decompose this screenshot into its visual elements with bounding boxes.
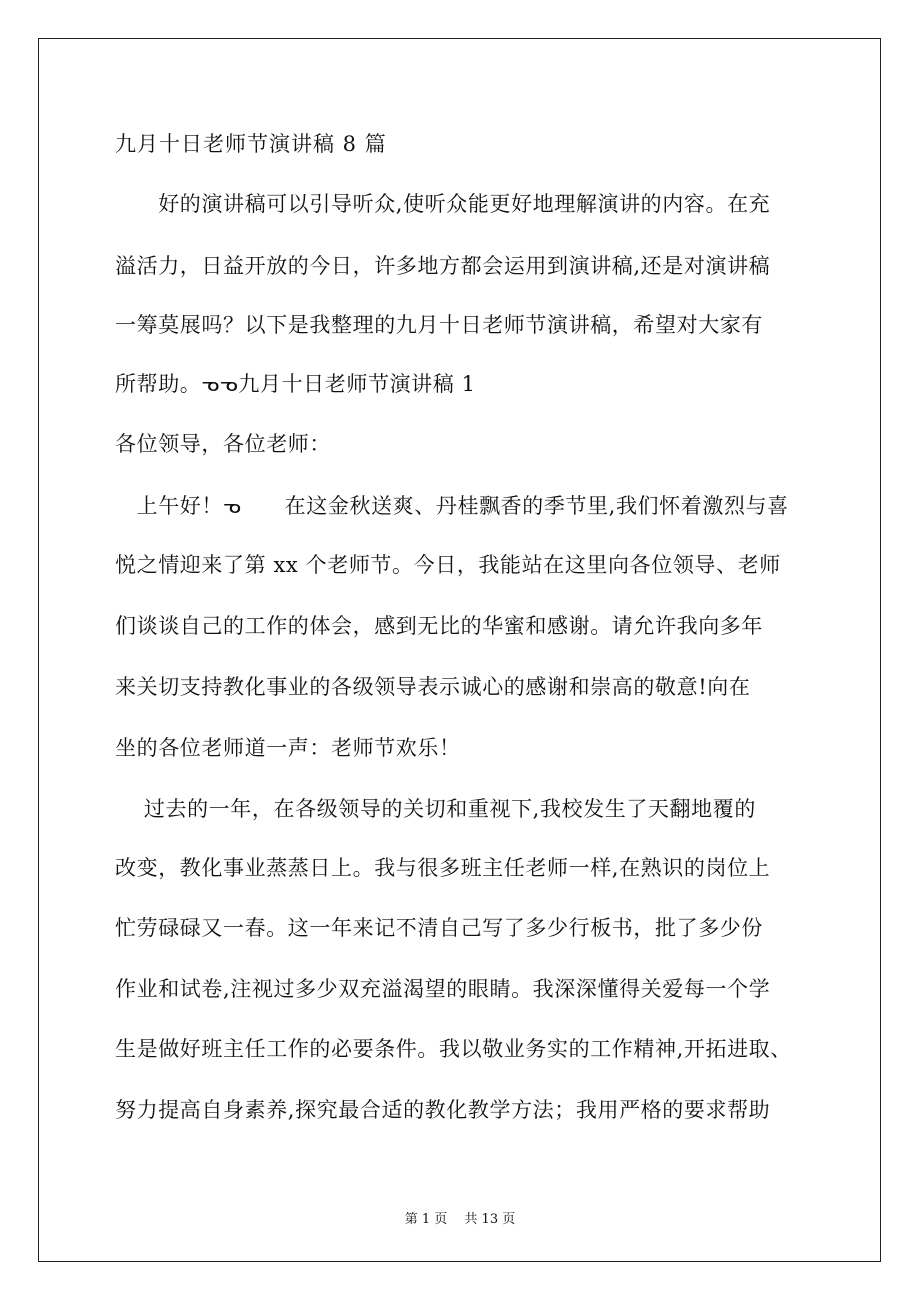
salutation-line: 各位领导，各位老师： bbox=[115, 432, 331, 456]
paragraph-line: 溢活力，日益开放的今日，许多地方都会运用到演讲稿,还是对演讲稿 bbox=[115, 254, 771, 278]
paragraph-line: 改变，教化事业蒸蒸日上。我与很多班主任老师一样,在熟识的岗位上 bbox=[115, 856, 771, 880]
paragraph-line: 上午好！ᓀ 在这金秋送爽、丹桂飘香的季节里,我们怀着激烈与喜 bbox=[115, 494, 789, 518]
paragraph-line: 忙劳碌碌又一春。这一年来记不清自己写了多少行板书，批了多少份 bbox=[115, 916, 763, 940]
page-frame bbox=[38, 38, 881, 1262]
paragraph-line: 过去的一年，在各级领导的关切和重视下,我校发生了天翻地覆的 bbox=[115, 797, 756, 821]
paragraph-line: 坐的各位老师道一声：老师节欢乐！ bbox=[115, 736, 461, 760]
paragraph-line: 们谈谈自己的工作的体会，感到无比的华蜜和感谢。请允许我向多年 bbox=[115, 614, 763, 638]
document-title: 九月十日老师节演讲稿 8 篇 bbox=[115, 132, 387, 156]
paragraph-line: 好的演讲稿可以引导听众,使听众能更好地理解演讲的内容。在充 bbox=[115, 192, 771, 216]
paragraph-line: 努力提高自身素养,探究最合适的教化教学方法；我用严格的要求帮助 bbox=[115, 1098, 771, 1122]
paragraph-line: 悦之情迎来了第 xx 个老师节。今日，我能站在这里向各位领导、老师 bbox=[115, 553, 781, 577]
page-footer: 第 1 页 共 13 页 bbox=[404, 1212, 516, 1227]
paragraph-line: 生是做好班主任工作的必要条件。我以敬业务实的工作精神,开拓进取、 bbox=[115, 1037, 792, 1061]
paragraph-line: 作业和试卷,注视过多少双充溢渴望的眼睛。我深深懂得关爱每一个学 bbox=[115, 977, 771, 1001]
paragraph-line: 所帮助。ᓀᓀ九月十日老师节演讲稿 1 bbox=[115, 372, 476, 396]
paragraph-line: 一筹莫展吗？以下是我整理的九月十日老师节演讲稿，希望对大家有 bbox=[115, 313, 763, 337]
paragraph-line: 来关切支持教化事业的各级领导表示诚心的感谢和崇高的敬意!向在 bbox=[115, 675, 751, 699]
